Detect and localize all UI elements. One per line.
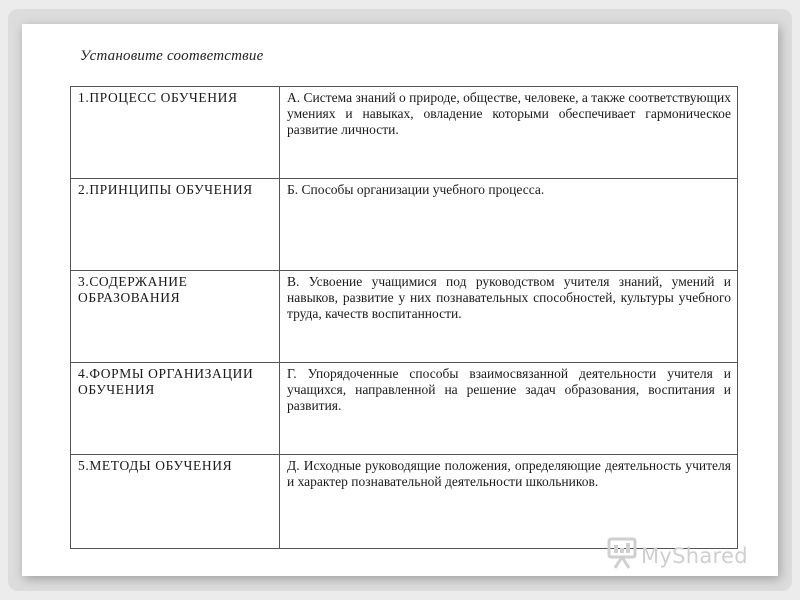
watermark [606, 536, 748, 575]
term-cell: 5.МЕТОДЫ ОБУЧЕНИЯ [71, 455, 280, 549]
definition-cell: Г. Упорядоченные способы взаимосвязанной деятельности учителя и учащихся, направленной на решение задач образования, воспитания и развития. [280, 363, 738, 455]
term-cell: 3.СОДЕРЖАНИЕ ОБРАЗОВАНИЯ [71, 271, 280, 363]
definition-cell: Б. Способы организации учебного процесса. [280, 179, 738, 271]
watermark-text: MyShared [641, 543, 748, 568]
slide-heading: Установите соответствие [80, 48, 264, 64]
table-row [71, 179, 738, 271]
definition-cell: Д. Исходные руководящие положения, определяющие деятельность учителя и характер познавательной деятельности школьников. [280, 455, 738, 549]
table-row [71, 271, 738, 363]
table-row [71, 363, 738, 455]
definition-cell: А. Система знаний о природе, обществе, человеке, а также соответствующих умениях и навыках, овладение которыми обеспечивает гармоническое развитие личности. [280, 87, 738, 179]
term-cell: 1.ПРОЦЕСС ОБУЧЕНИЯ [71, 87, 280, 179]
term-cell: 2.ПРИНЦИПЫ ОБУЧЕНИЯ [71, 179, 280, 271]
table-row [71, 455, 738, 549]
matching-table [70, 86, 738, 549]
presentation-board-icon [606, 536, 641, 575]
table-row [71, 87, 738, 179]
definition-cell: В. Усвоение учащимися под руководством учителя знаний, умений и навыков, развитие у них познавательных способностей, культуры учебного труда, качеств воспитанности. [280, 271, 738, 363]
term-cell: 4.ФОРМЫ ОРГАНИЗАЦИИ ОБУЧЕНИЯ [71, 363, 280, 455]
